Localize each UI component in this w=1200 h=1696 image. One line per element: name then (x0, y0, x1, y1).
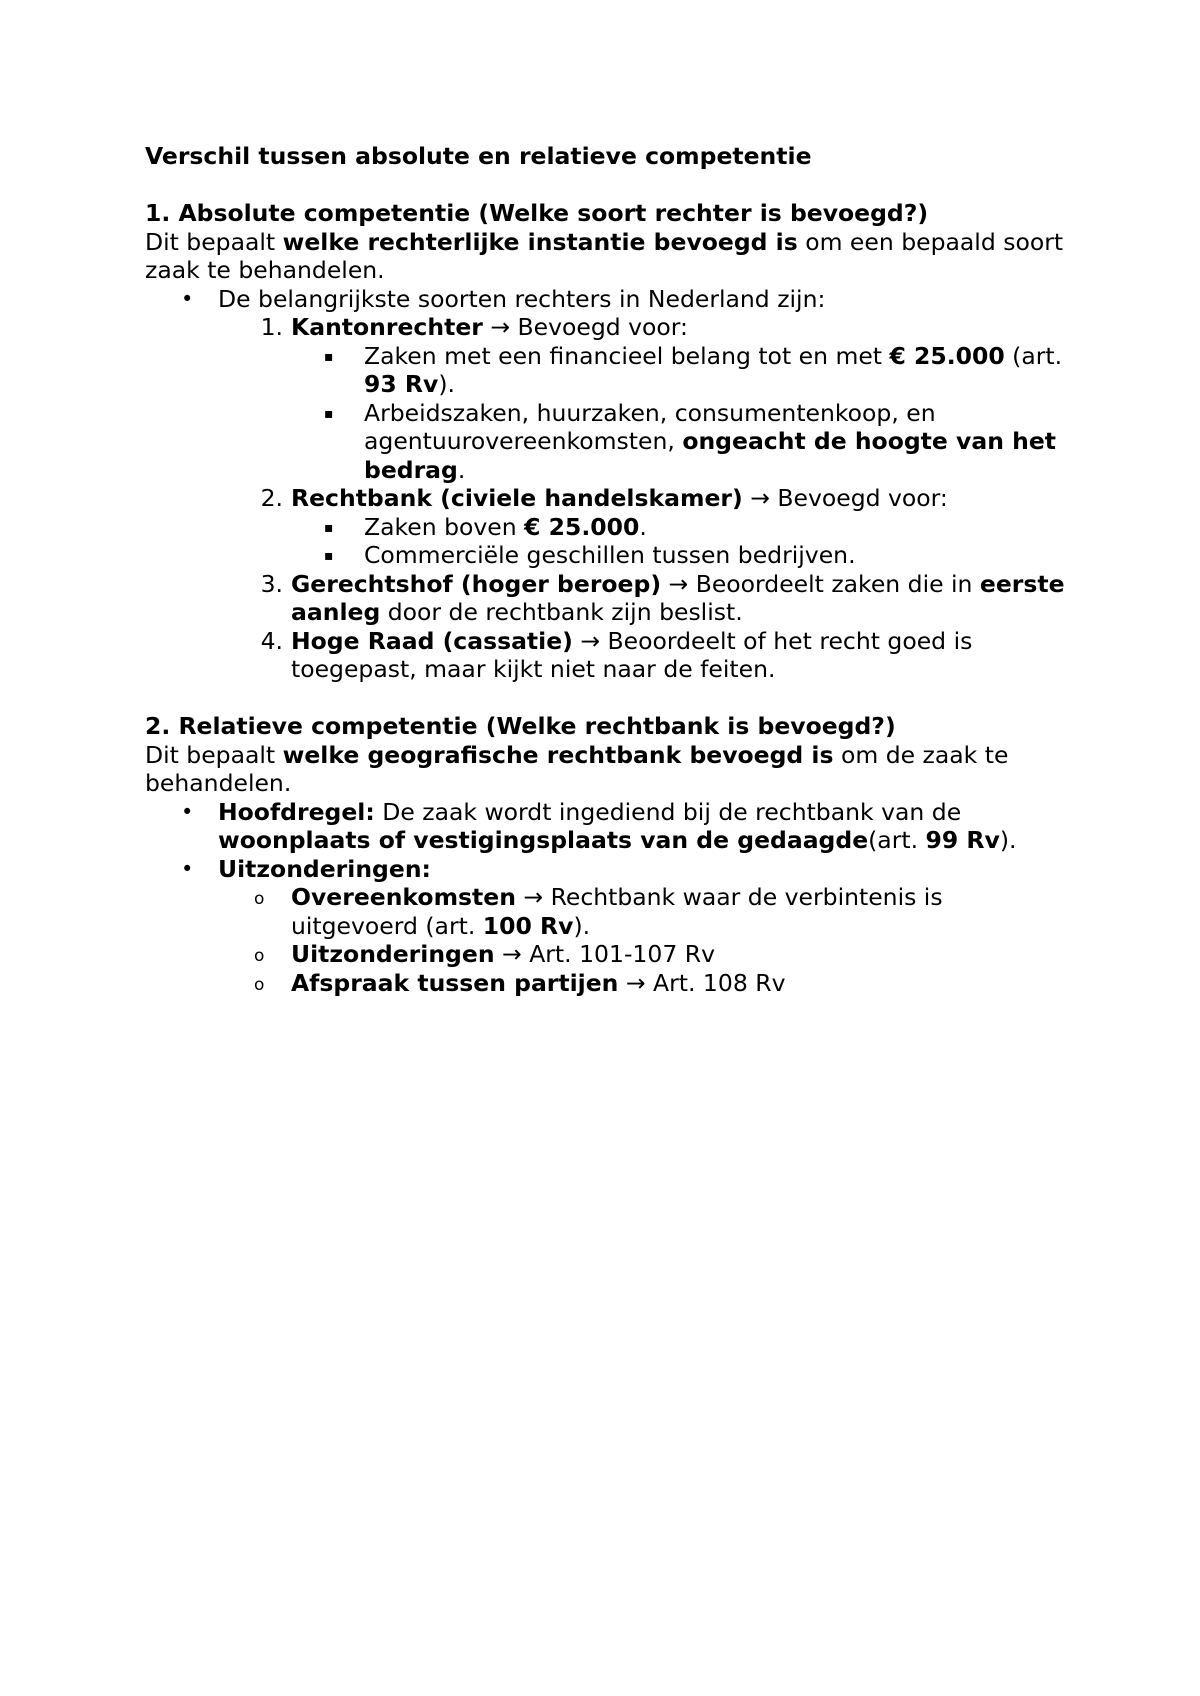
sub-list-item: ▪ Zaken met een financieel belang tot en met € 25.000 (art. 93 Rv). (324, 341, 1063, 398)
list-number: 4. (260, 626, 283, 655)
list-item: • De belangrijkste soorten rechters in Nederland zijn: (181, 284, 826, 313)
bullet-marker: • (181, 286, 194, 311)
section-2-heading: 2. Relatieve competentie (Welke rechtbank is bevoegd?) (145, 712, 896, 740)
bullet-marker: • (181, 799, 194, 824)
square-bullet-marker: ▪ (324, 548, 334, 564)
document-title: Verschil tussen absolute en relatieve competentie (145, 142, 812, 170)
circle-bullet-marker: o (254, 946, 265, 966)
document-body (145, 142, 1065, 997)
square-bullet-marker: ▪ (324, 519, 334, 536)
list-item-hoge-raad: 4. Hoge Raad (cassatie) → Beoordeelt of het recht goed is toegepast, maar kijkt niet naar de feiten. (260, 626, 973, 683)
bullet-marker: • (181, 856, 194, 881)
square-bullet-marker: ▪ (324, 405, 334, 422)
list-item-kantonrechter: 1. Kantonrechter → Bevoegd voor: (260, 313, 688, 341)
sub-list-item: ▪ Zaken boven € 25.000. (324, 512, 647, 541)
circle-bullet-marker: o (254, 974, 265, 995)
list-item-gerechtshof: 3. Gerechtshof (hoger beroep) → Beoordeelt zaken die in eerste aanleg door de rechtbank zijn beslist. (260, 569, 1065, 626)
list-item-rechtbank: 2. Rechtbank (civiele handelskamer) → Bevoegd voor: (260, 484, 948, 512)
list-number: 2. (260, 484, 283, 512)
list-number: 3. (260, 569, 283, 598)
list-number: 1. (260, 313, 283, 341)
sub-list-item: ▪ Commerciële geschillen tussen bedrijven. (324, 541, 856, 569)
section-1-intro: Dit bepaalt welke rechterlijke instantie bevoegd is om een bepaald soort zaak te behandelen. (145, 227, 1064, 284)
section-1-heading: 1. Absolute competentie (Welke soort rechter is bevoegd?) (145, 199, 929, 227)
sub-list-item: ▪ Arbeidszaken, huurzaken, consumentenkoop, en agentuurovereenkomsten, ongeacht de hoogte van het bedrag. (324, 398, 1057, 484)
sub-list-item: o Overeenkomsten → Rechtbank waar de verbintenis is uitgevoerd (art. 100 Rv). (254, 883, 943, 940)
circle-bullet-marker: o (254, 889, 265, 909)
list-item-uitzonderingen: • Uitzonderingen: (181, 854, 431, 883)
sub-list-item: o Afspraak tussen partijen → Art. 108 Rv (145, 969, 1065, 998)
square-bullet-marker: ▪ (324, 348, 334, 365)
sub-list-item: o Uitzonderingen → Art. 101-107 Rv (145, 940, 1065, 969)
list-item-hoofdregel: • Hoofdregel: De zaak wordt ingediend bij de rechtbank van de woonplaats of vestigingsplaats van de gedaagde(art. 99 Rv). (181, 797, 1017, 854)
section-2-intro: Dit bepaalt welke geografische rechtbank bevoegd is om de zaak te behandelen. (145, 740, 1009, 797)
